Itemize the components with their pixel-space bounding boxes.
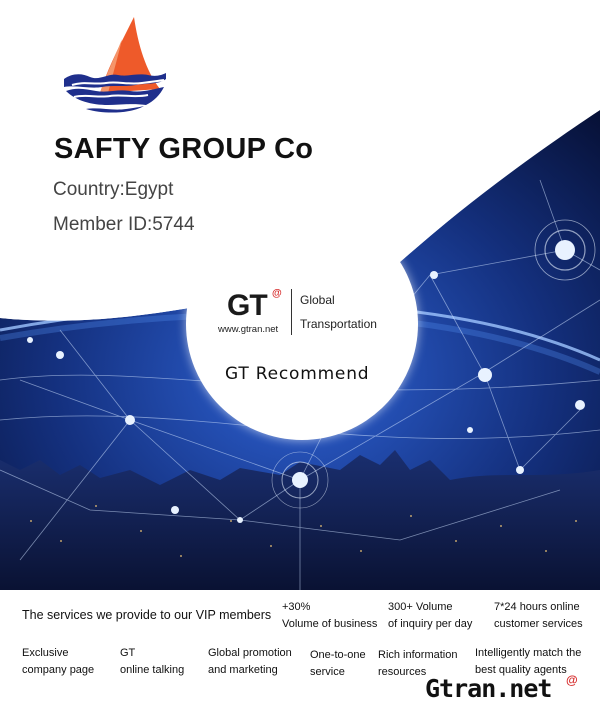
gt-logo-text: GT (227, 289, 267, 322)
services-title: The services we provide to our VIP members (22, 608, 272, 622)
service-line2: resources (378, 666, 427, 678)
footer-at-icon: @ (566, 673, 578, 687)
company-country: Country:Egypt (53, 179, 174, 200)
service-line1: Exclusive (22, 647, 69, 659)
service-line1: Intelligently match the (475, 647, 582, 659)
company-name: SAFTY GROUP Co (54, 133, 314, 165)
service-item (120, 645, 184, 679)
service-line2: and marketing (208, 664, 278, 676)
stat-label: customer services (494, 618, 583, 630)
badge-tagline-line1: Global (300, 293, 335, 307)
gt-recommend-label: GT Recommend (225, 364, 370, 384)
service-line1: Rich information (378, 649, 458, 661)
service-line2: service (310, 666, 345, 678)
stat-label: of inquiry per day (388, 618, 473, 630)
service-line1: Global promotion (208, 647, 292, 659)
stat-value: 300+ Volume (388, 601, 453, 613)
service-item (22, 645, 94, 679)
service-line1: GT (120, 647, 136, 659)
stat-value: +30% (282, 601, 311, 613)
gt-at-icon: @ (272, 288, 282, 299)
badge-tagline-line2: Transportation (300, 317, 377, 331)
stat-inquiry (388, 599, 472, 633)
stat-business (282, 599, 377, 633)
footer-brand: Gtran.net (425, 674, 552, 703)
service-item (310, 647, 366, 681)
gt-url: www.gtran.net (218, 324, 279, 335)
badge-divider (291, 289, 292, 335)
stat-support (494, 599, 583, 633)
member-id: Member ID:5744 (53, 214, 195, 235)
service-line2: company page (22, 664, 95, 676)
service-item (208, 645, 292, 679)
service-line1: One-to-one (310, 649, 366, 661)
service-line2: best quality agents (475, 664, 567, 676)
service-line2: online talking (120, 664, 185, 676)
stat-label: Volume of business (282, 618, 378, 630)
company-logo (62, 15, 168, 117)
stat-value: 7*24 hours online (494, 601, 580, 613)
